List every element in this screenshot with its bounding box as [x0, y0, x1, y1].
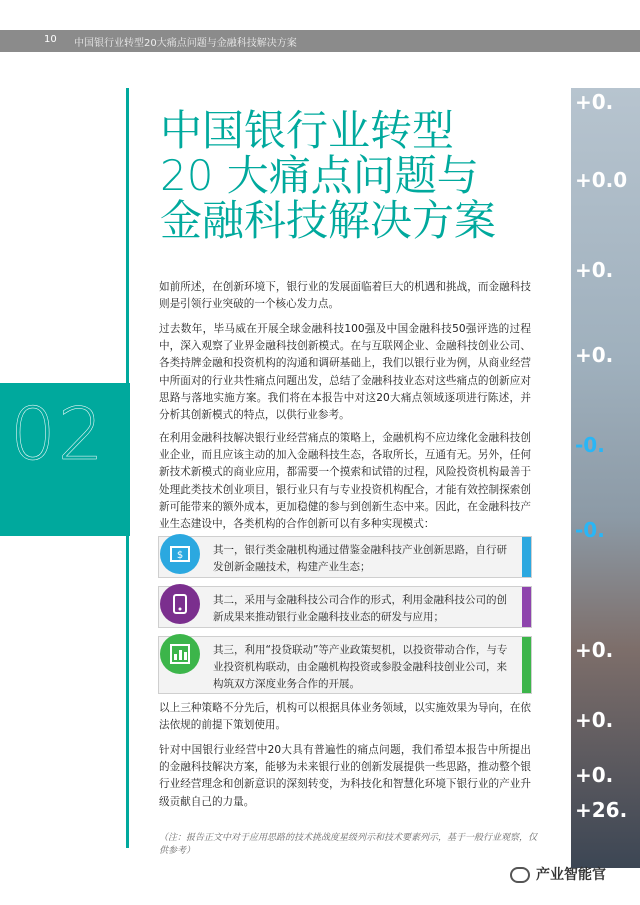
brand-label: 产业智能官 — [536, 867, 606, 883]
ticker-value: +0. — [575, 90, 614, 114]
header-bar — [0, 0, 640, 72]
wechat-icon — [510, 867, 530, 883]
chapter-number: 02 — [10, 392, 106, 476]
strategy-text: 其一，银行类金融机构通过借鉴金融科技产业创新思路，自行研发创新金融技术，构建产业生态； — [213, 544, 507, 573]
title-line: 20 大痛点问题与 — [160, 151, 479, 200]
strategy-text: 其二，采用与金融科技公司合作的形式，利用金融科技公司的创新成果来推动银行业金融科技业态的研发与应用； — [213, 594, 507, 623]
stock-ticker-photo — [571, 88, 640, 868]
title-line: 金融科技解决方案 — [160, 196, 497, 245]
ticker-value: +0. — [575, 343, 614, 367]
paragraph-conclusion: 针对中国银行业经营中20大具有普遍性的痛点问题，我们希望本报告中所提出的金融科技解决方案，能够为未来银行业的创新发展提供一些思路，推动整个银行业经营理念和创新意识的深刻转变，为科技化和智慧化环境下银行业的产业升级贡献自己的力量。 — [159, 744, 531, 808]
strategy-accent-bar — [522, 537, 531, 577]
ticker-value: +26. — [575, 798, 628, 822]
handshake-icon — [160, 584, 200, 624]
ticker-value: +0. — [575, 763, 614, 787]
ticker-value: -0. — [575, 433, 605, 457]
strategy-text: 其三，利用“投贷联动”等产业政策契机，以投资带动合作，与专业投资机构联动，由金融机构投资或参股金融科技创业公司，来构筑双方深度业务合作的开展。 — [213, 644, 508, 690]
footnote: （注：报告正文中对于应用思路的技术挑战度星级列示和技术要素列示，基于一般行业观察，仅供参考） — [159, 833, 538, 856]
chart-icon — [160, 634, 200, 674]
strategy-accent-bar — [522, 587, 531, 627]
ticker-value: -0. — [575, 518, 605, 542]
ticker-value: +0. — [575, 638, 614, 662]
money-icon — [160, 534, 200, 574]
title-line: 中国银行业转型 — [160, 106, 455, 155]
paragraph-intro: 如前所述，在创新环境下，银行业的发展面临着巨大的机遇和挑战，而金融科技则是引领行业突破的一个核心发力点。 — [159, 281, 531, 311]
strategy-box-2 — [158, 586, 532, 628]
running-title: 中国银行业转型20大痛点问题与金融科技解决方案 — [74, 38, 297, 49]
ticker-value: +0. — [575, 258, 614, 282]
strategy-box-1 — [158, 536, 532, 578]
strategy-accent-bar — [522, 637, 531, 693]
page-number: 10 — [44, 34, 57, 45]
ticker-value: +0.0 — [575, 168, 628, 192]
strategy-box-3 — [158, 636, 532, 694]
paragraph-strategy: 在利用金融科技解决银行业经营痛点的策略上，金融机构不应边缘化金融科技创业企业，而且应该主动的加入金融科技生态，各取所长，互通有无。另外，任何新技术新模式的商业应用，都需要一个摸索和试错的过程，风险投资机构最善于处理此类技术创业项目，银行业只有与专业投资机构配合，才能有效控制探索创新可能带来的额外成本，更加稳健的参与到创新生态中来。因此，在金融科技产业生态建设中，各类机构的合作创新可以有多种实现模式： — [159, 432, 531, 531]
ticker-value: +0. — [575, 708, 614, 732]
footer-brand — [510, 864, 606, 884]
paragraph-background: 过去数年，毕马威在开展全球金融科技100强及中国金融科技50强评选的过程中，深入观察了业界金融科技创新模式。在与互联网企业、金融科技创业公司、各类持牌金融和投资机构的沟通和调研基础上，我们以银行业为例，从商业经营中所面对的行业共性痛点问题出发，总结了金融科技业态对这些痛点的创新应对思路与落地实施方案。我们将在本报告中对这20大痛点领域逐项进行陈述，并分析其创新模式的特点，以供行业参考。 — [159, 323, 531, 422]
svg-text:$: $ — [176, 550, 184, 561]
page-title — [160, 108, 560, 243]
paragraph-summary: 以上三种策略不分先后，机构可以根据具体业务领域，以实施效果为导向，在依法依规的前提下策划使用。 — [159, 702, 531, 732]
